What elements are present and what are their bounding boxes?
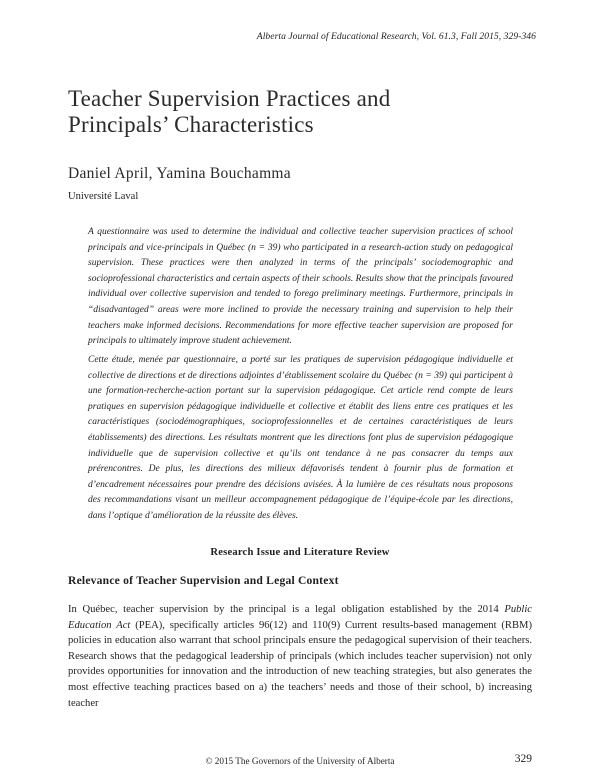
article-title: [68, 86, 538, 138]
author-list: Daniel April, Yamina Bouchamma: [68, 165, 291, 182]
section-heading: Research Issue and Literature Review: [210, 547, 390, 558]
running-head: Alberta Journal of Educational Research, Vol. 61.3, Fall 2015, 329-346: [256, 31, 536, 42]
author-affiliation: Université Laval: [68, 191, 139, 202]
article-title-line-1: Teacher Supervision Practices and: [68, 86, 391, 111]
subsection-heading: Relevance of Teacher Supervision and Legal Context: [68, 574, 339, 587]
abstract-french: Cette étude, menée par questionnaire, a porté sur les pratiques de supervision pédagogique individuelle et collective de directions et de directions adjointes d’établissement scolaire du Québec (n = 39) qui participent à une formation-recherche-action portant sur la supervision pédagogique. Cet article rend compte de leurs pratiques en supervision pédagogique individuelle et collective et établit des liens entre ces pratiques et les caractéristiques (sociodémographiques, socioprofessionnelles et de certaines caractéristiques de leurs établissements) des directions. Les résultats montrent que les directions font plus de supervision pédagogique individuelle que de supervision collective et qu’ils ont tendance à ne pas consacrer du temps aux prérencontres. De plus, les directions des milieux défavorisés tendent à fournir plus de formation et d’encadrement nécessaires pour prendre des décisions avisées. À la lumière de ces résultats nous proposons des recommandations visant un meilleur accompagnement pédagogique de l’équipe-école par les directions, dans l’optique d’amélioration de la réussite des élèves.: [88, 355, 513, 521]
body-text-part-2: (PEA), specifically articles 96(12) and 110(9) Current results-based management (RBM) policies in education also warrant that school principals ensure the pedagogical supervision of their teachers. Research shows that the pedagogical leadership of principals (which includes teacher supervision) not only provides opportunities for innovation and the introduction of new teaching strategies, but also generates the most effective teaching practices based on a) the teachers’ needs and those of their school, b) increasing teacher: [68, 619, 532, 709]
body-paragraph: [68, 602, 532, 711]
act-title: Public Education Act: [68, 604, 532, 631]
copyright-footer: © 2015 The Governors of the University of Alberta: [205, 756, 395, 766]
abstract-english: A questionnaire was used to determine the individual and collective teacher supervision practices of school principals and vice-principals in Québec (n = 39) who participated in a research-action study on pedagogical supervision. These practices were then analyzed in terms of the principals’ sociodemographic and socioprofessional characteristics and certain aspects of their schools. Results show that the principals favoured individual over collective supervision and tended to forego preliminary meetings. Furthermore, principals in “disadvantaged” areas were more inclined to provide the necessary training and supervision to help their teachers make informed decisions. Recommendations for more effective teacher supervision are proposed for principals to ultimately improve student achievement.: [88, 227, 513, 347]
article-title-line-2: Principals’ Characteristics: [68, 112, 314, 137]
body-text-part-1: In Québec, teacher supervision by the principal is a legal obligation established by the 2014: [68, 604, 505, 615]
page-number: 329: [514, 753, 532, 765]
